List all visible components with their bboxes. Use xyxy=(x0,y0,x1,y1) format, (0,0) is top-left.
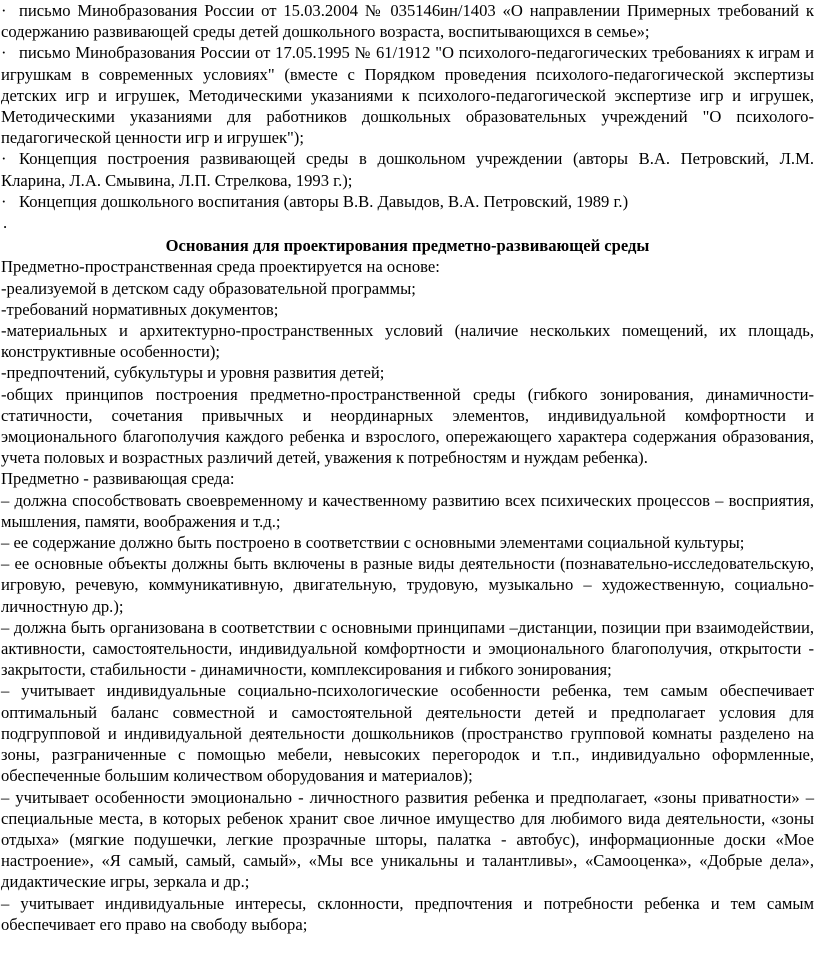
basis-item-4: -предпочтений, субкультуры и уровня развития детей; xyxy=(1,363,385,383)
bullet-text: Концепция дошкольного воспитания (авторы В.В. Давыдов, В.А. Петровский, 1989 г.) xyxy=(19,191,629,211)
env-item-4: – должна быть организована в соответствии с основными принципами –дистанции, позиции при взаимодействии, активности, самостоятельности, индивидуальной комфортности и эмоционального благополучия, открытости - закрытости, стабильности - динамичности, комплексирования и гибкого зонирования; xyxy=(1,617,814,680)
bullet-text: письмо Минобразования России от 15.03.2004 № 035146ин/1403 «О направлении Примерных требований к содержанию развивающей среды детей дошкольного возраста, воспитывающихся в семье»; xyxy=(1,1,814,42)
basis-item-2: -требований нормативных документов; xyxy=(1,299,279,319)
bullet-text: Концепция построения развивающей среды в дошкольном учреждении (авторы В.А. Петровский, Л.М. Кларина, Л.А. Смывина, Л.П. Стрелкова, 1993 г.); xyxy=(1,149,814,190)
basis-item-5: -общих принципов построения предметно-пространственной среды (гибкого зонирования, динамичности-статичности, сочетания привычных и неординарных элементов, индивидуальной комфортности и эмоционального благополучия каждого ребенка и взрослого, опережающего характера содержания образования, учета половых и возрастных различий детей, уважения к потребностям и нуждам ребенка). xyxy=(1,384,814,468)
env-item-6: – учитывает особенности эмоционально - личностного развития ребенка и предполагает, «зоны приватности» – специальные места, в которых ребенок хранит свое личное имущество для любимого вида деятельности, «зоны отдыха» (мягкие подушечки, легкие прозрачные шторы, палатка - автобус), информационные доски «Мое настроение», «Я самый, самый, самый», «Мы все уникальны и талантливы», «Самооценка», «Добрые дела», дидактические игры, зеркала и др.; xyxy=(1,787,814,892)
bullet-item-4 xyxy=(1,191,814,212)
env-item-7: – учитывает индивидуальные интересы, склонности, предпочтения и потребности ребенка и тем самым обеспечивает его право на свободу выбора; xyxy=(1,893,814,934)
bullet-text: письмо Минобразования России от 17.05.1995 № 61/1912 "О психолого-педагогических требованиях к играм и игрушкам в современных условиях" (вместе с Порядком проведения психолого-педагогической экспертизы детских игр и игрушек, Методическими указаниями к психолого-педагогической экспертизе игр и игрушек, Методическими указаниями для работников дошкольных образовательных учреждений "О психолого-педагогической ценности игр и игрушек"); xyxy=(1,43,814,148)
env-item-5: – учитывает индивидуальные социально-психологические особенности ребенка, тем самым обеспечивает оптимальный баланс совместной и самостоятельной деятельности детей и предполагает условия для подгрупповой и индивидуальной деятельности дошкольников (пространство групповой комнаты разделено на зоны, разграниченные с помощью мебели, невысоких перегородок и т.п., индивидуально оформленные, обеспеченные большим количеством оборудования и материалов); xyxy=(1,681,814,786)
stray-dot: . xyxy=(3,213,8,233)
env-item-2: – ее содержание должно быть построено в соответствии с основными элементами социальной культуры; xyxy=(1,533,745,553)
bullet-mark: · xyxy=(1,191,7,211)
basis-intro: Предметно-пространственная среда проектируется на основе: xyxy=(1,257,440,277)
bullet-item-3 xyxy=(1,148,814,190)
bullet-item-2 xyxy=(1,42,814,148)
env-item-1: – должна способствовать своевременному и качественному развитию всех психических процессов – восприятия, мышления, памяти, воображения и т.д.; xyxy=(1,490,814,531)
bullet-mark: · xyxy=(1,1,7,20)
bullet-mark: · xyxy=(1,149,7,169)
env-item-3: – ее основные объекты должны быть включены в разные виды деятельности (познавательно-исследовательскую, игровую, речевую, коммуникативную, двигательную, трудовую, музыкально – художественную, социально- личностную др.); xyxy=(1,554,814,616)
section-heading: Основания для проектирования предметно-развивающей среды xyxy=(165,236,650,256)
basis-item-3: -материальных и архитектурно-пространственных условий (наличие нескольких помещений, их площадь, конструктивные особенности); xyxy=(1,321,814,362)
bullet-item-1 xyxy=(1,0,814,42)
basis-item-1: -реализуемой в детском саду образовательной программы; xyxy=(1,278,416,298)
env-intro: Предметно - развивающая среда: xyxy=(1,469,235,489)
bullet-mark: · xyxy=(1,43,7,63)
